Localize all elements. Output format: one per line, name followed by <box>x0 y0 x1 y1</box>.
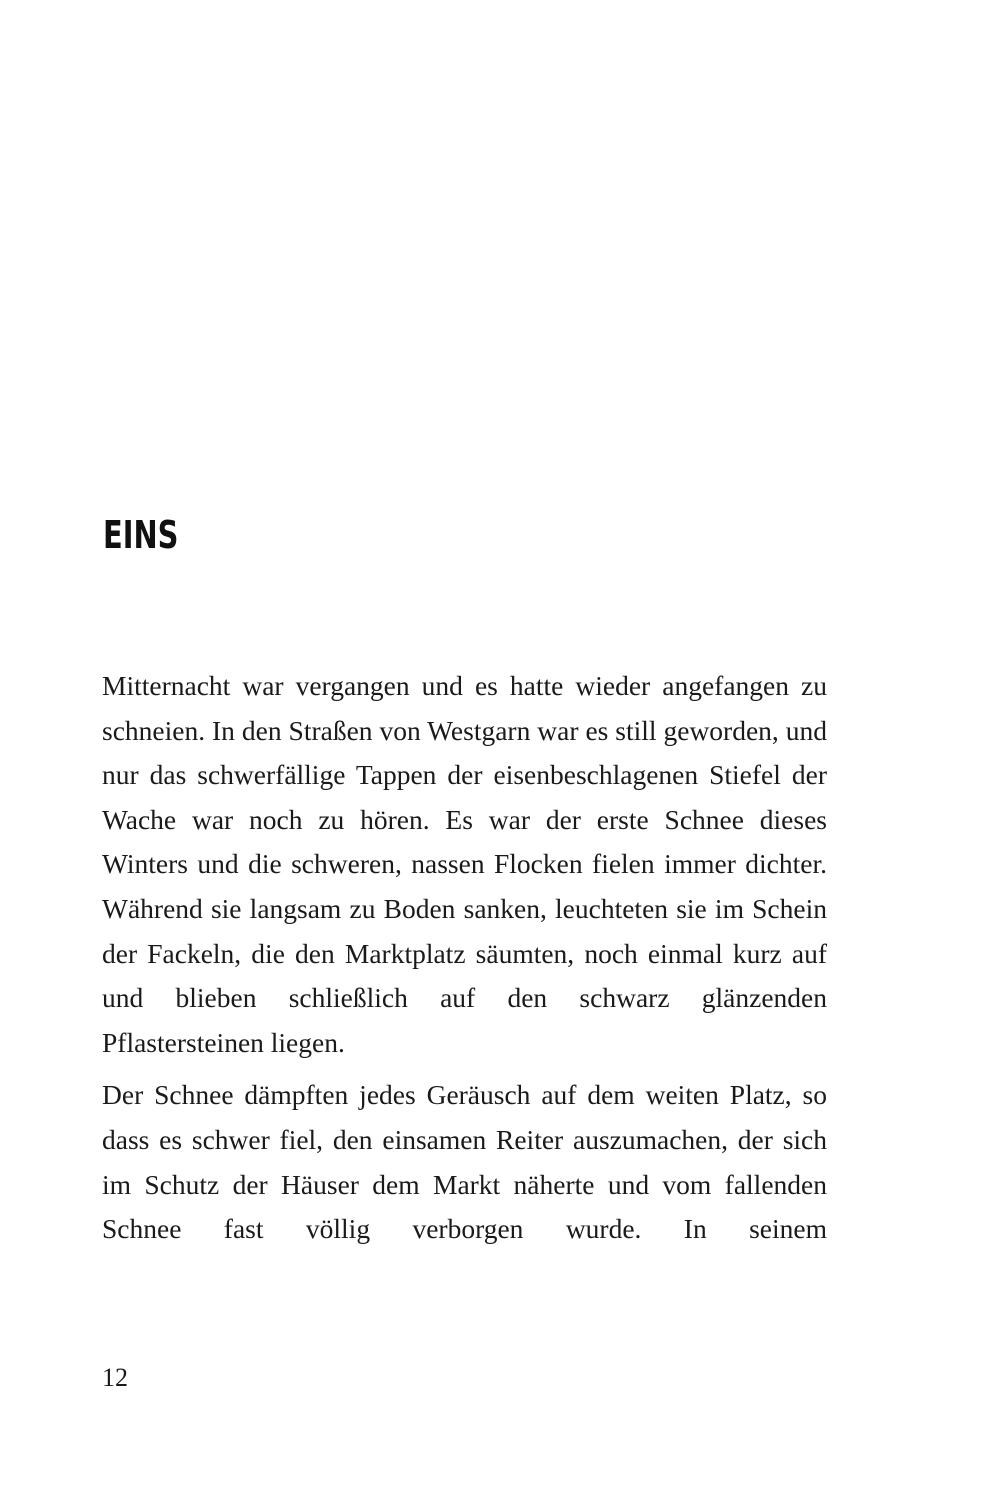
chapter-heading: EINS <box>103 513 179 557</box>
chapter-body <box>102 664 827 1252</box>
paragraph: Der Schnee dämpften jedes Geräusch auf dem weiten Platz, so dass es schwer fiel, den einsamen Reiter auszumachen, der sich im Schutz der Häuser dem Markt näherte und vom fallenden Schnee fast völlig verborgen wurde. In seinem <box>102 1079 827 1245</box>
page-number: 12 <box>102 1363 128 1392</box>
paragraph: Mitternacht war vergangen und es hatte wieder angefangen zu schneien. In den Straßen von Westgarn war es still geworden, und nur das schwerfällige Tappen der eisenbeschlagenen Stiefel der Wache war noch zu hören. Es war der erste Schnee dieses Winters und die schweren, nassen Flocken fielen immer dichter. Während sie langsam zu Boden sanken, leuchteten sie im Schein der Fackeln, die den Marktplatz säumten, noch einmal kurz auf und blieben schließlich auf den schwarz glänzenden Pflastersteinen liegen. <box>102 670 827 1058</box>
